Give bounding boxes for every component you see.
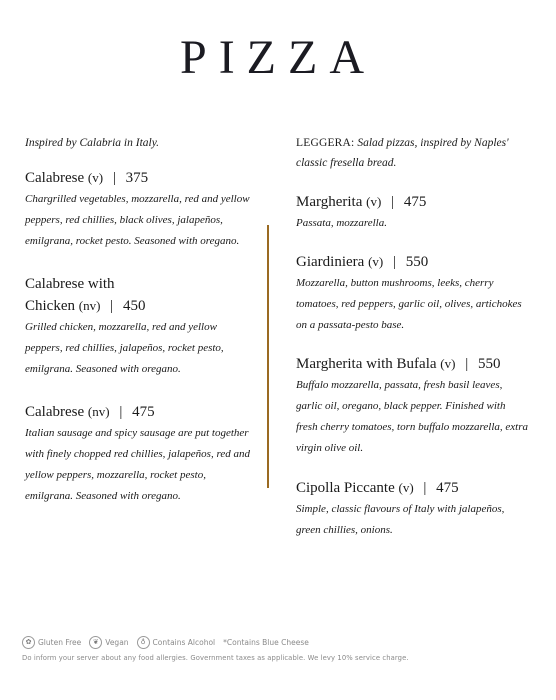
item-title <box>25 401 251 423</box>
item-tag: (nv) <box>78 298 101 313</box>
column-divider <box>267 225 269 488</box>
leaf-icon: ❦ <box>89 636 102 649</box>
item-name: Calabrese <box>25 404 85 420</box>
item-price: 550 <box>405 254 429 270</box>
legend-label: Gluten Free <box>38 637 82 647</box>
item-title <box>296 353 528 375</box>
dietary-legend <box>22 634 542 650</box>
item-name: Cipolla Piccante <box>296 480 395 496</box>
item-tag: (v) <box>440 356 456 371</box>
item-description: Passata, mozzarella. <box>296 217 387 229</box>
legend-blue-cheese: *Contains Blue Cheese <box>223 637 309 647</box>
item-description: Italian sausage and spicy sausage are put together with finely chopped red chillies, jalapeños, red and yellow peppers, mozzarella, rocket pesto, emilgrana. Seasoned with oregano. <box>25 427 250 502</box>
item-title <box>296 477 528 499</box>
legend-contains-alcohol <box>137 636 216 649</box>
wheat-icon: ✿ <box>22 636 35 649</box>
item-tag: (v) <box>368 254 384 269</box>
item-name: Margherita <box>296 194 363 210</box>
item-name: Chicken <box>25 298 75 314</box>
item-price: 475 <box>436 480 459 496</box>
legend-label: Vegan <box>105 637 129 647</box>
item-title <box>296 251 528 273</box>
right-column <box>296 133 528 541</box>
right-intro <box>296 133 528 173</box>
item-tag: (v) <box>398 480 414 495</box>
legend-vegan <box>89 636 128 649</box>
item-description: Mozzarella, button mushrooms, leeks, cherry tomatoes, red peppers, garlic oil, olives, artichokes on a passata-pesto base. <box>296 277 522 331</box>
item-title <box>296 191 528 213</box>
item-price: 550 <box>477 356 501 372</box>
glass-icon: ♁ <box>137 636 150 649</box>
menu-item <box>296 477 528 541</box>
intro-lead: LEGGERA: <box>296 137 355 149</box>
left-column <box>25 133 251 507</box>
price-separator: | <box>391 194 395 210</box>
price-separator: | <box>423 480 427 496</box>
item-description: Simple, classic flavours of Italy with jalapeños, green chillies, onions. <box>296 503 505 536</box>
item-title-line1: Calabrese with <box>25 276 115 292</box>
menu-item <box>25 273 251 380</box>
item-name: Margherita with Bufala <box>296 356 437 372</box>
item-price: 450 <box>122 298 146 314</box>
item-tag: (v) <box>366 194 382 209</box>
price-separator: | <box>119 404 123 420</box>
item-name: Calabrese <box>25 170 85 186</box>
item-tag: (nv) <box>87 404 110 419</box>
item-description: Buffalo mozzarella, passata, fresh basil leaves, garlic oil, oregano, black pepper. Finished with fresh cherry tomatoes, torn buffalo mozzarella, extra virgin olive oil. <box>296 379 528 454</box>
item-price: 475 <box>132 404 155 420</box>
intro-text: Salad pizzas, inspired by Naples' classic fresella bread. <box>296 137 509 169</box>
menu-item <box>296 251 528 336</box>
menu-item <box>25 167 251 252</box>
item-title <box>25 295 251 317</box>
item-price: 375 <box>125 170 149 186</box>
price-separator: | <box>112 170 116 186</box>
price-separator: | <box>110 298 114 314</box>
item-title <box>25 167 251 189</box>
item-description: Grilled chicken, mozzarella, red and yellow peppers, red chillies, jalapeños, rocket pesto, emilgrana. Seasoned with oregano. <box>25 321 224 375</box>
allergy-notice: Do inform your server about any food allergies. Government taxes as applicable. We levy 10% service charge. <box>22 654 409 662</box>
footer <box>22 634 542 662</box>
menu-item <box>296 353 528 459</box>
price-separator: | <box>392 254 396 270</box>
item-tag: (v) <box>87 170 104 185</box>
page-title: PIZZA <box>180 31 376 84</box>
price-separator: | <box>465 356 469 372</box>
left-intro: Inspired by Calabria in Italy. <box>25 137 160 149</box>
legend-gluten-free <box>22 636 81 649</box>
item-price: 475 <box>403 194 427 210</box>
item-name: Giardiniera <box>296 254 365 270</box>
legend-label: Contains Alcohol <box>152 637 216 647</box>
menu-item <box>25 401 251 507</box>
item-description: Chargrilled vegetables, mozzarella, red and yellow peppers, red chillies, black olives, jalapeños, emilgrana, rocket pesto. Seasoned with oregano. <box>25 193 250 247</box>
menu-item <box>296 191 528 234</box>
